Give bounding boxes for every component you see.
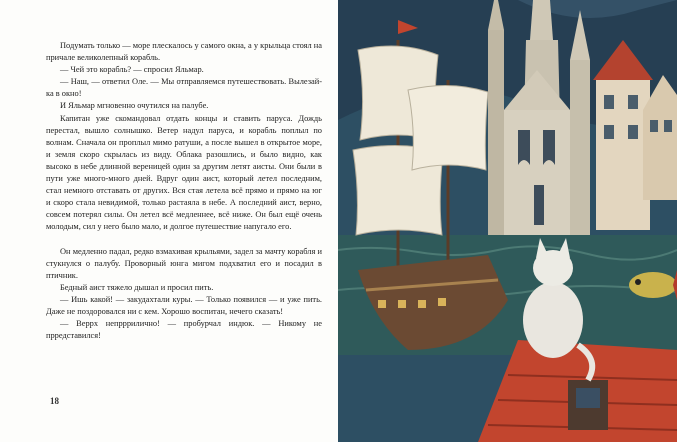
paragraph: — Веррх непрррилично! — пробурчал индюк. — Никому не прредставился! xyxy=(46,319,322,341)
paragraph: Капитан уже скомандовал отдать концы и ставить паруса. Дождь перестал, вышло солнышко. Ветер надул паруса, и корабль поплыл по волнам. Сначала он проплыл мимо ратуши, а после вышел в открытое море, и земля скоро скрылась из виду. Облака разошлись, и было видно, как высоко в небе длинной вереницей один за другим летят аисты. Они были в пути уже много-много дней. Вдруг один аист, который летел последним, стал немного отставать от других. Вся стая летела всё прямо и прямо на юг и скоро стала невидимой, только растаяла в небе. А последний аист, верно, совсем потерял силы. Он летел всё медленнее, всё ниже. Он был ещё очень молодым, сил у него было мало, и долгое путешествие напугало его. xyxy=(46,113,322,232)
text-page xyxy=(0,0,338,442)
paragraph: Подумать только — море плескалось у самого окна, а у крыльца стоял на причале великолепный корабль. xyxy=(46,41,322,63)
illustration-artwork xyxy=(338,0,677,442)
paragraph: — Ишь какой! — закудахтали куры. — Только появился — и уже пить. Даже не поздоровался ни с кем. Хорошо воспитан, нечего сказать! xyxy=(46,294,322,316)
paragraph: Он медленно падал, редко взмахивая крыльями, задел за мачту корабля и стукнулся о палубу. Проворный юнга мигом подхватил его и посадил в птичник. xyxy=(46,246,322,280)
paragraph: Бедный аист тяжело дышал и просил пить. xyxy=(60,282,214,292)
text-column xyxy=(46,40,322,342)
illustration xyxy=(338,0,677,442)
paragraph: — Чей это корабль? — спросил Яльмар. xyxy=(60,65,204,75)
paragraph: — Наш, — ответил Оле. — Мы отправляемся путешествовать. Вылезай-ка в окно! xyxy=(46,77,322,99)
page-number: 18 xyxy=(50,396,59,406)
paragraph: И Яльмар мгновенно очутился на палубе. xyxy=(60,101,209,111)
